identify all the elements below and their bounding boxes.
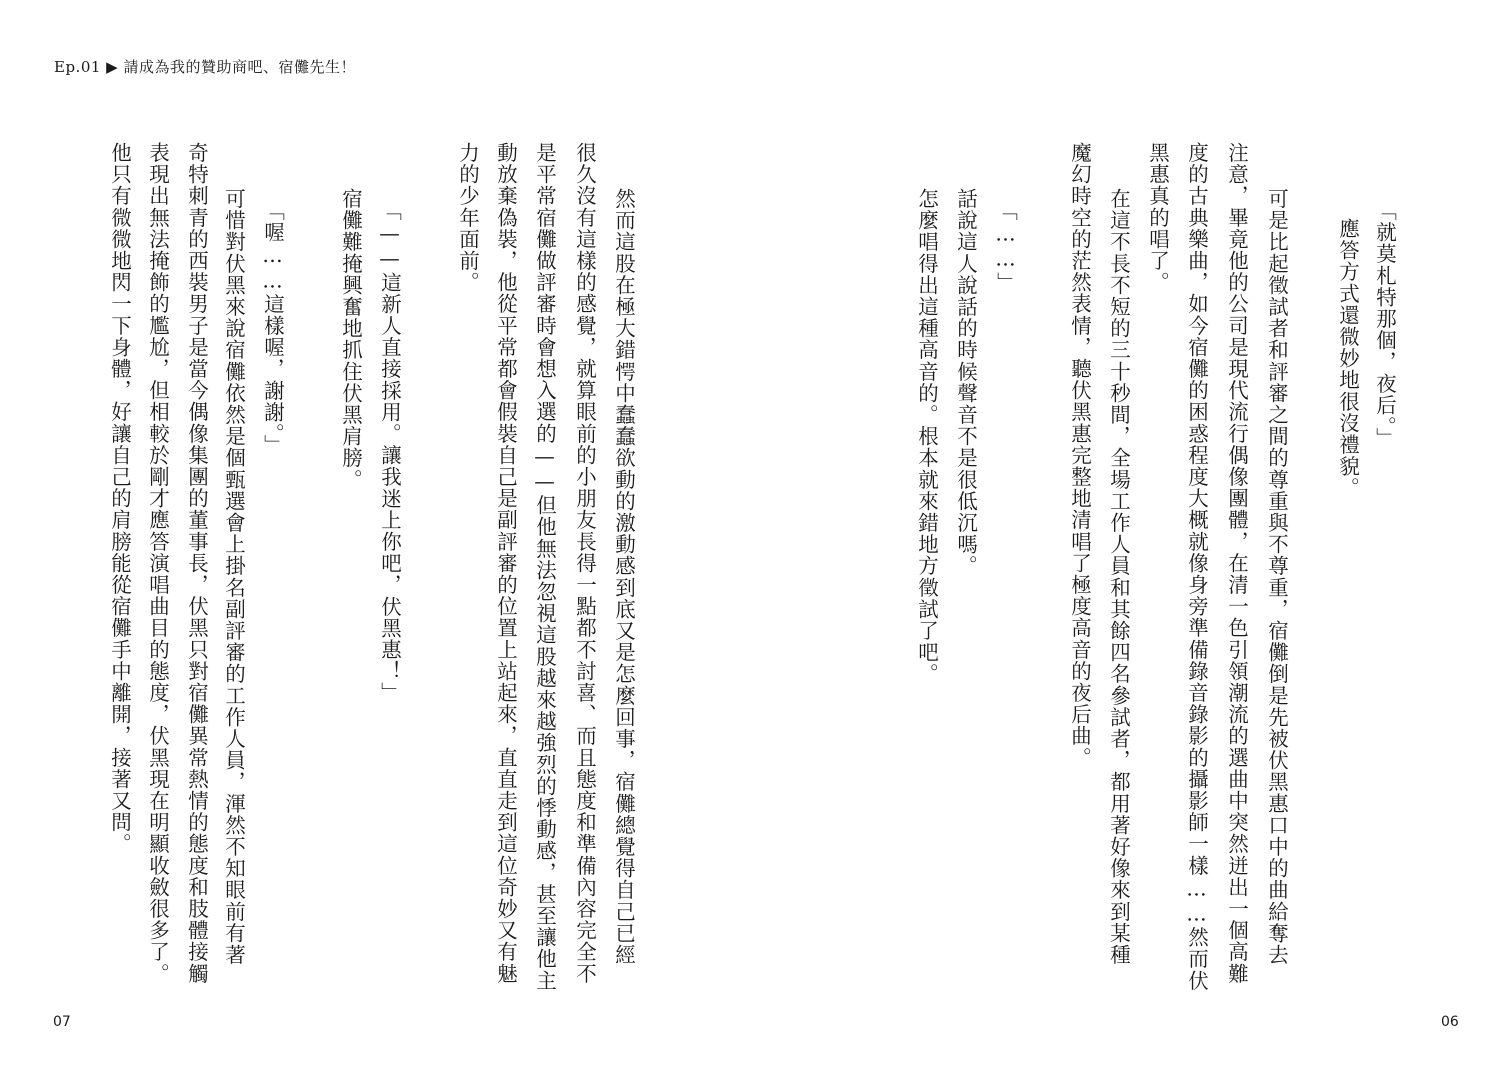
text-column: 宿儺難掩興奮地抓住伏黑肩膀。 — [338, 188, 363, 491]
text-column: 魔幻時空的茫然表情，聽伏黑惠完整地清唱了極度高音的夜后曲。 — [1067, 142, 1092, 769]
text-column: 怎麼唱得出這種高音的。根本就來錯地方徵試了吧。 — [914, 188, 939, 685]
text-column: 「——這新人直接採用。讓我迷上你吧，伏黑惠！」 — [377, 200, 402, 704]
text-column: 表現出無法掩飾的尷尬，但相較於剛才應答演唱曲目的態度，伏黑現在明顯收斂很多了。 — [145, 142, 170, 985]
text-column: 然而這股在極大錯愕中蠢蠢欲動的激動感到底又是怎麼回事，宿儺總覺得自己已經 — [611, 188, 636, 966]
text-column: 可是比起徵試者和評審之間的尊重與不尊重，宿儺倒是先被伏黑惠口中的曲給奪去 — [1264, 188, 1289, 966]
page-number-left: 07 — [53, 1014, 71, 1030]
text-column: 在這不長不短的三十秒間，全場工作人員和其餘四名參試者，都用著好像來到某種 — [1106, 188, 1131, 966]
page-number-right: 06 — [1441, 1014, 1459, 1030]
text-column: 動放棄偽裝，他從平常都會假裝自己是副評審的位置上站起來，直直走到這位奇妙又有魅 — [493, 142, 518, 985]
text-column: 「喔……這樣喔，謝謝。」 — [260, 200, 285, 456]
text-column: 奇特刺青的西裝男子是當今偶像集團的董事長，伏黑只對宿儺異常熱情的態度和肢體接觸 — [184, 142, 209, 985]
text-column: 應答方式還微妙地很沒禮貌。 — [1335, 218, 1360, 499]
text-column: 黑惠真的唱了。 — [1145, 142, 1170, 294]
running-header: Ep.01 ▶ 請成為我的贊助商吧、宿儺先生！ — [54, 58, 356, 76]
text-column: 他只有微微地閃一下身體，好讓自己的肩膀能從宿儺手中離開，接著又問。 — [107, 142, 132, 855]
text-column: 度的古典樂曲，如今宿儺的困惑程度大概就像身旁準備錄音錄影的攝影師一樣……然而伏 — [1184, 142, 1209, 992]
text-column: 注意，畢竟他的公司是現代流行偶像團體，在清一色引領潮流的選曲中突然迸出一個高難 — [1224, 142, 1249, 985]
text-column: 很久沒有這樣的感覺，就算眼前的小朋友長得一點都不討喜、而且態度和準備內容完全不 — [572, 142, 597, 985]
text-column: 是平常宿儺做評審時會想入選的——但他無法忽視這股越來越強烈的悸動感，甚至讓他主 — [532, 142, 557, 992]
text-column: 話說這人說話的時候聲音不是很低沉嗎。 — [953, 188, 978, 577]
text-column: 可惜對伏黑來說宿儺依然是個甄選會上掛名副評審的工作人員，渾然不知眼前有著 — [221, 188, 246, 966]
text-column: 「……」 — [993, 200, 1018, 294]
text-column: 力的少年面前。 — [455, 142, 480, 294]
text-column: 「就莫札特那個，夜后。」 — [1372, 200, 1397, 449]
